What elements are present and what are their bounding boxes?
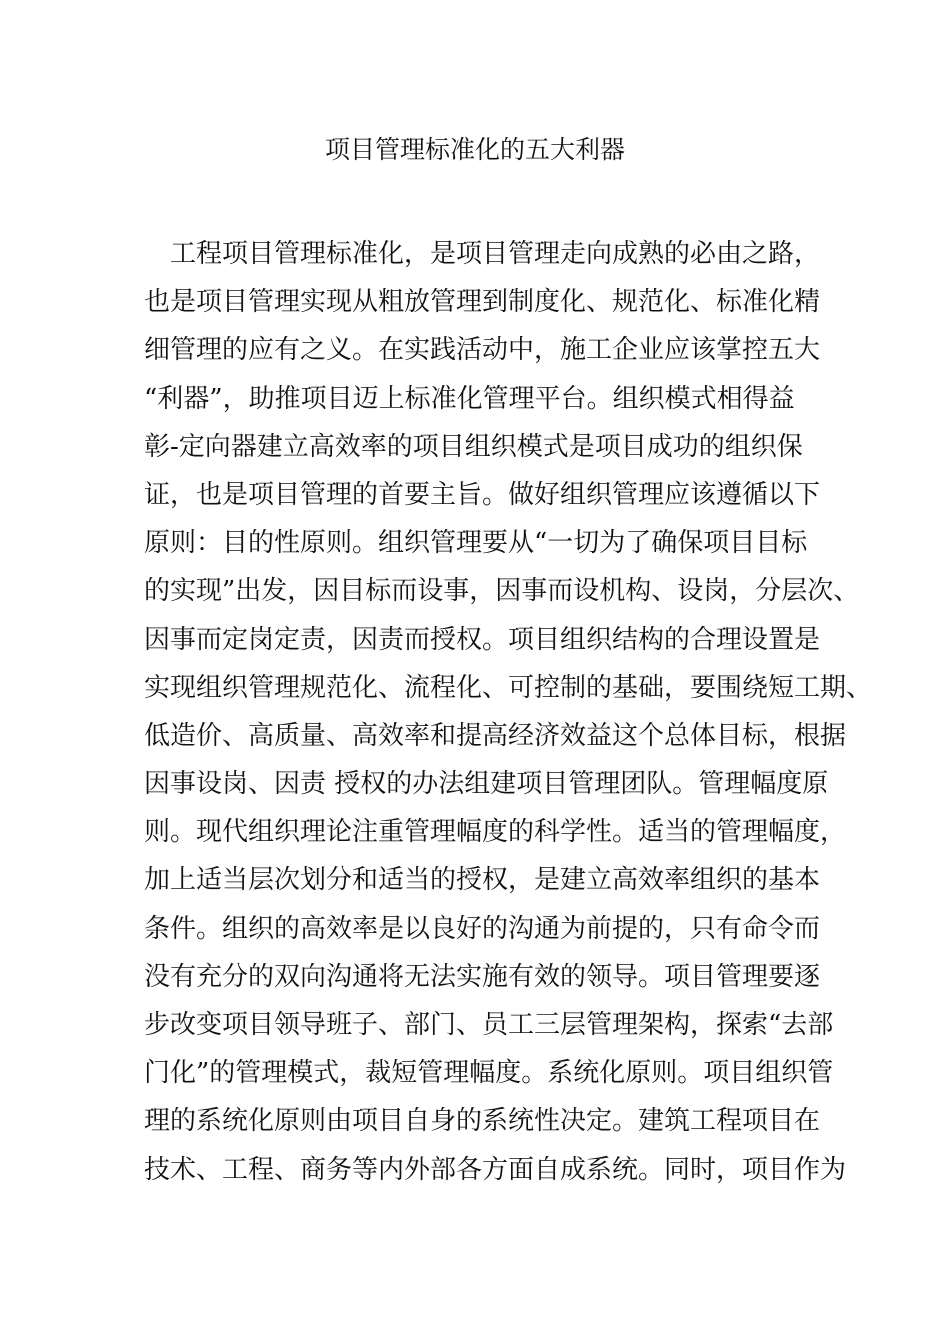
body-line: 彰-定向器建立高效率的项目组织模式是项目成功的组织保 — [144, 431, 803, 462]
body-line: 也是项目管理实现从粗放管理到制度化、规范化、标准化精 — [144, 287, 821, 318]
body-line: 原则：目的性原则。组织管理要从“一切为了确保项目目标 — [144, 528, 808, 559]
body-line: 因事设岗、因责 授权的办法组建项目管理团队。管理幅度原 — [144, 769, 829, 800]
body-line: 证，也是项目管理的首要主旨。做好组织管理应该遵循以下 — [144, 479, 821, 510]
body-line: 理的系统化原则由项目自身的系统性决定。建筑工程项目在 — [144, 1106, 821, 1137]
body-line: 技术、工程、商务等内外部各方面自成系统。同时，项目作为 — [144, 1154, 847, 1185]
body-line: 步改变项目领导班子、部门、员工三层管理架构，探索“去部 — [144, 1010, 834, 1040]
body-line: “利器”，助推项目迈上标准化管理平台。组织模式相得益 — [144, 383, 795, 414]
document-body — [144, 230, 873, 1194]
body-line: 实现组织管理规范化、流程化、可控制的基础，要围绕短工期、 — [144, 672, 873, 703]
body-line: 因事而定岗定责，因责而授权。项目组织结构的合理设置是 — [144, 624, 821, 655]
body-line: 的实现”出发，因目标而设事，因事而设机构、设岗，分层次、 — [144, 576, 860, 607]
body-line: 条件。组织的高效率是以良好的沟通为前提的，只有命令而 — [144, 913, 821, 944]
body-line: 没有充分的双向沟通将无法实施有效的领导。项目管理要逐 — [144, 961, 821, 992]
document-title: 项目管理标准化的五大利器 — [324, 135, 625, 164]
body-line: 低造价、高质量、高效率和提高经济效益这个总体目标，根据 — [144, 720, 847, 751]
body-line: 工程项目管理标准化，是项目管理走向成熟的必由之路， — [170, 239, 821, 269]
body-line: 加上适当层次划分和适当的授权，是建立高效率组织的基本 — [144, 865, 821, 896]
body-line: 门化”的管理模式，裁短管理幅度。系统化原则。项目组织管 — [144, 1058, 834, 1089]
body-line: 细管理的应有之义。在实践活动中，施工企业应该掌控五大 — [144, 335, 821, 366]
body-line: 则。现代组织理论注重管理幅度的科学性。适当的管理幅度， — [144, 817, 847, 848]
